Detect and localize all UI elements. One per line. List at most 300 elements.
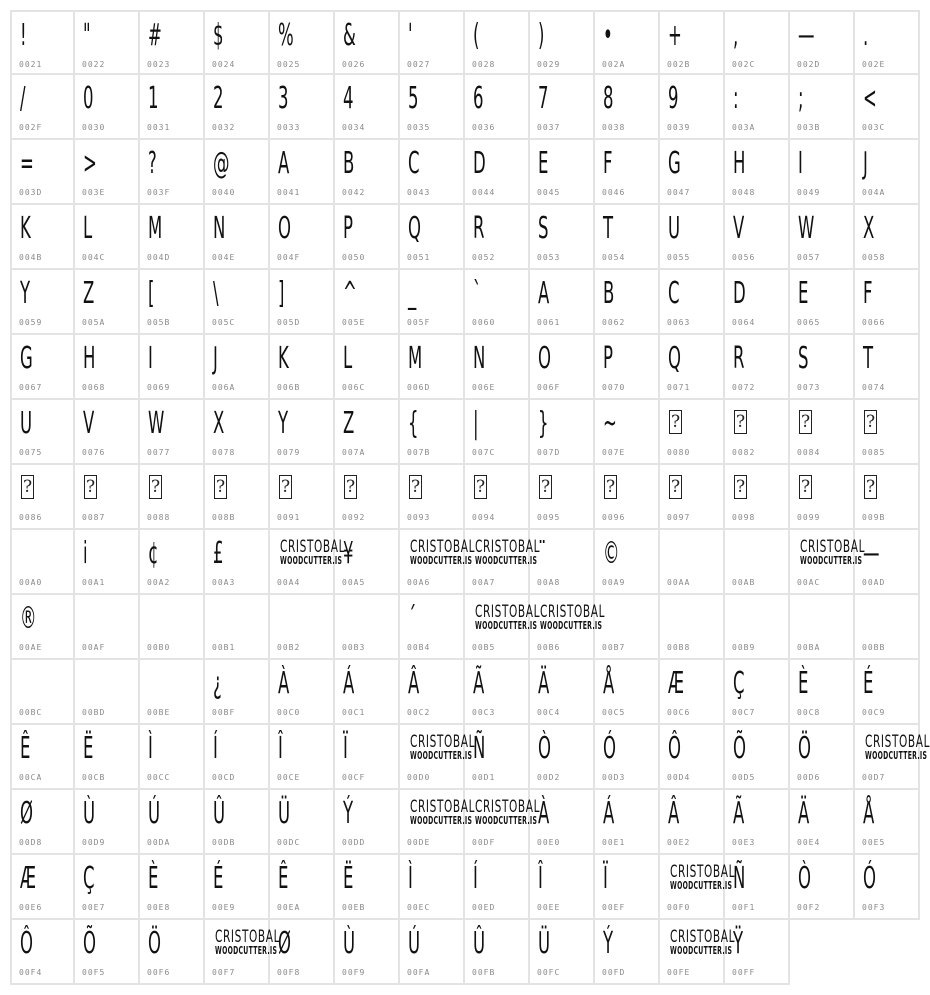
glyph-cell[interactable] [790, 790, 855, 855]
glyph-cell[interactable] [75, 725, 140, 790]
glyph-cell[interactable] [140, 335, 205, 400]
glyph-cell[interactable] [205, 400, 270, 465]
codepoint-label: 005B [147, 318, 171, 327]
glyph-cell[interactable] [790, 465, 855, 530]
glyph: \ [213, 276, 219, 311]
glyph-cell[interactable] [595, 10, 660, 75]
codepoint-label: 00CC [147, 773, 171, 782]
glyph-cell[interactable] [725, 855, 790, 920]
placeholder-line-1: CRISTOBAL [475, 537, 541, 557]
placeholder-line-2: WOODCUTTER.IS [670, 944, 733, 957]
glyph-cell[interactable] [140, 270, 205, 335]
glyph-cell[interactable] [530, 530, 595, 595]
glyph-cell[interactable] [465, 595, 541, 660]
glyph-cell[interactable] [140, 205, 205, 270]
glyph: Í [213, 731, 218, 766]
glyph-cell[interactable] [725, 595, 790, 660]
glyph-cell[interactable] [270, 140, 335, 205]
glyph-cell[interactable] [660, 530, 725, 595]
codepoint-label: 005C [212, 318, 236, 327]
glyph-cell[interactable] [75, 335, 140, 400]
glyph-cell[interactable] [855, 855, 920, 920]
glyph-cell[interactable] [400, 920, 465, 985]
glyph-cell[interactable] [855, 400, 920, 465]
glyph-cell[interactable] [75, 465, 140, 530]
glyph-cell[interactable] [335, 400, 400, 465]
codepoint-label: 00E6 [19, 903, 43, 912]
glyph: Q [408, 211, 421, 246]
placeholder-line-1: CRISTOBAL [215, 927, 281, 947]
glyph-cell[interactable] [140, 400, 205, 465]
glyph: 4 [343, 81, 354, 116]
codepoint-label: 00A6 [407, 578, 431, 587]
glyph-cell[interactable] [465, 10, 530, 75]
glyph: É [863, 666, 874, 701]
glyph-cell[interactable] [595, 660, 660, 725]
glyph-cell[interactable] [465, 660, 530, 725]
glyph-cell[interactable] [205, 920, 281, 985]
glyph-cell[interactable] [10, 725, 75, 790]
glyph-cell[interactable] [465, 920, 530, 985]
glyph-cell[interactable] [140, 595, 205, 660]
glyph-cell[interactable] [270, 205, 335, 270]
glyph-cell[interactable] [205, 855, 270, 920]
glyph-cell[interactable] [335, 335, 400, 400]
glyph-cell[interactable] [75, 920, 140, 985]
glyph-cell[interactable] [140, 10, 205, 75]
glyph-cell[interactable] [530, 140, 595, 205]
glyph-cell[interactable] [140, 855, 205, 920]
glyph-cell[interactable] [725, 400, 790, 465]
glyph-cell[interactable] [400, 335, 465, 400]
codepoint-label: 0040 [212, 188, 236, 197]
glyph-cell[interactable] [400, 530, 476, 595]
glyph-cell[interactable] [465, 855, 530, 920]
glyph-cell[interactable] [140, 790, 205, 855]
glyph-cell[interactable] [205, 530, 270, 595]
glyph-cell[interactable] [270, 335, 335, 400]
codepoint-label: 003C [862, 123, 886, 132]
glyph-cell[interactable] [465, 335, 530, 400]
glyph: Ü [278, 796, 291, 831]
glyph: Û [213, 796, 226, 831]
glyph: 0 [83, 81, 94, 116]
glyph-cell[interactable] [400, 205, 465, 270]
glyph-cell[interactable] [465, 140, 530, 205]
glyph-cell[interactable] [725, 75, 790, 140]
glyph: 1 [148, 81, 159, 116]
glyph-cell[interactable] [270, 400, 335, 465]
glyph-cell[interactable] [140, 660, 205, 725]
glyph: # [148, 18, 162, 53]
glyph-cell[interactable] [10, 140, 75, 205]
glyph-cell[interactable] [855, 75, 920, 140]
glyph-cell[interactable] [75, 530, 140, 595]
glyph: { [408, 406, 419, 441]
glyph-cell[interactable] [400, 855, 465, 920]
glyph-cell[interactable] [205, 595, 270, 660]
glyph-cell[interactable] [595, 725, 660, 790]
codepoint-label: 0056 [732, 253, 756, 262]
glyph-cell[interactable] [725, 270, 790, 335]
glyph-cell[interactable] [855, 595, 920, 660]
glyph-cell[interactable] [530, 205, 595, 270]
glyph-cell[interactable] [400, 400, 465, 465]
glyph-cell[interactable] [530, 465, 595, 530]
glyph-cell[interactable] [530, 400, 595, 465]
glyph-cell[interactable] [335, 530, 400, 595]
glyph-cell[interactable] [465, 790, 541, 855]
glyph-cell[interactable] [270, 790, 335, 855]
glyph-cell[interactable] [660, 465, 725, 530]
glyph-cell[interactable] [400, 140, 465, 205]
glyph-cell[interactable] [270, 270, 335, 335]
glyph-cell[interactable] [660, 140, 725, 205]
codepoint-label: 00A5 [342, 578, 366, 587]
glyph-cell[interactable] [855, 10, 920, 75]
codepoint-label: 00B9 [732, 643, 756, 652]
placeholder-line-1: CRISTOBAL [475, 602, 541, 622]
glyph: Ó [863, 861, 876, 896]
glyph-cell[interactable] [465, 725, 530, 790]
glyph-cell[interactable] [10, 335, 75, 400]
glyph-cell[interactable] [790, 530, 866, 595]
glyph-cell[interactable] [855, 660, 920, 725]
glyph-cell[interactable] [10, 855, 75, 920]
glyph-cell[interactable] [725, 725, 790, 790]
codepoint-label: 0087 [82, 513, 106, 522]
glyph-cell[interactable] [140, 465, 205, 530]
glyph-cell[interactable] [855, 790, 920, 855]
codepoint-label: 007C [472, 448, 496, 457]
glyph-cell[interactable] [595, 595, 660, 660]
glyph-cell[interactable] [790, 140, 855, 205]
glyph-cell[interactable] [725, 530, 790, 595]
glyph-cell[interactable] [205, 465, 270, 530]
glyph-cell[interactable] [465, 530, 541, 595]
glyph: Ì [408, 861, 413, 896]
glyph-cell[interactable] [335, 595, 400, 660]
codepoint-label: 00D8 [19, 838, 43, 847]
codepoint-label: 00ED [472, 903, 496, 912]
glyph-cell[interactable] [205, 725, 270, 790]
glyph-cell[interactable] [335, 140, 400, 205]
glyph-cell[interactable] [400, 660, 465, 725]
glyph-cell[interactable] [270, 530, 346, 595]
glyph-cell[interactable] [660, 10, 725, 75]
glyph-cell[interactable] [595, 790, 660, 855]
glyph-cell[interactable] [790, 10, 855, 75]
glyph-cell[interactable] [10, 595, 75, 660]
glyph-cell[interactable] [10, 660, 75, 725]
glyph-cell[interactable] [205, 140, 270, 205]
missing-glyph-icon: ? [800, 412, 811, 432]
glyph-cell[interactable] [10, 530, 75, 595]
glyph-cell[interactable] [530, 10, 595, 75]
missing-glyph-icon: ? [280, 477, 291, 497]
codepoint-label: 009B [862, 513, 886, 522]
glyph-cell[interactable] [530, 270, 595, 335]
glyph-cell[interactable] [270, 10, 335, 75]
glyph-cell[interactable] [595, 140, 660, 205]
glyph: È [148, 861, 159, 896]
glyph-cell[interactable] [595, 855, 660, 920]
glyph: D [473, 146, 486, 181]
codepoint-label: 0025 [277, 60, 301, 69]
glyph-cell[interactable] [465, 400, 530, 465]
glyph-cell[interactable] [335, 10, 400, 75]
glyph-cell[interactable] [75, 205, 140, 270]
glyph-cell[interactable] [530, 790, 595, 855]
glyph-cell[interactable] [335, 855, 400, 920]
glyph-cell[interactable] [335, 725, 400, 790]
glyph: Y [20, 276, 31, 311]
glyph: % [278, 18, 294, 53]
glyph-cell[interactable] [335, 270, 400, 335]
glyph-cell[interactable] [595, 920, 660, 985]
glyph-cell[interactable] [75, 790, 140, 855]
glyph-cell[interactable] [75, 660, 140, 725]
codepoint-label: 0064 [732, 318, 756, 327]
glyph-cell[interactable] [140, 920, 205, 985]
glyph: Û [473, 926, 486, 961]
glyph: ¥ [343, 536, 354, 571]
glyph-cell[interactable] [465, 205, 530, 270]
glyph-cell[interactable] [595, 205, 660, 270]
glyph-cell[interactable] [140, 530, 205, 595]
glyph-cell[interactable] [270, 920, 335, 985]
codepoint-label: 0043 [407, 188, 431, 197]
glyph-cell[interactable] [75, 140, 140, 205]
glyph-cell[interactable] [725, 10, 790, 75]
glyph-cell[interactable] [660, 335, 725, 400]
glyph: W [148, 406, 165, 441]
glyph-cell[interactable] [400, 465, 465, 530]
glyph-cell[interactable] [855, 140, 920, 205]
codepoint-label: 002C [732, 60, 756, 69]
character-map-grid [10, 10, 930, 985]
glyph-cell[interactable] [725, 660, 790, 725]
glyph-cell[interactable] [205, 205, 270, 270]
glyph-cell[interactable] [10, 75, 75, 140]
codepoint-label: 0030 [82, 123, 106, 132]
glyph-cell[interactable] [725, 140, 790, 205]
placeholder-line-1: CRISTOBAL [540, 602, 606, 622]
placeholder-line-2: WOODCUTTER.IS [280, 554, 343, 567]
glyph-cell[interactable] [595, 465, 660, 530]
codepoint-label: 00B5 [472, 643, 496, 652]
glyph: I [148, 341, 153, 376]
glyph-cell[interactable] [855, 270, 920, 335]
glyph-cell[interactable] [725, 920, 790, 985]
glyph-cell[interactable] [270, 855, 335, 920]
glyph-cell[interactable] [725, 335, 790, 400]
glyph-cell[interactable] [75, 75, 140, 140]
glyph-cell[interactable] [205, 790, 270, 855]
glyph-cell[interactable] [790, 595, 855, 660]
glyph-cell[interactable] [400, 10, 465, 75]
glyph: ´ [408, 601, 417, 636]
glyph: Ó [603, 731, 616, 766]
missing-glyph-icon: ? [475, 477, 486, 497]
glyph: Ë [343, 861, 354, 896]
glyph-cell[interactable] [75, 855, 140, 920]
codepoint-label: 006B [277, 383, 301, 392]
glyph-cell[interactable] [10, 920, 75, 985]
codepoint-label: 0042 [342, 188, 366, 197]
glyph-cell[interactable] [660, 595, 725, 660]
missing-glyph-icon: ? [605, 477, 616, 497]
glyph-cell[interactable] [400, 270, 465, 335]
glyph-cell[interactable] [595, 75, 660, 140]
glyph-cell[interactable] [595, 335, 660, 400]
glyph-cell[interactable] [660, 400, 725, 465]
glyph: ; [798, 81, 804, 116]
glyph-cell[interactable] [140, 75, 205, 140]
glyph-cell[interactable] [335, 660, 400, 725]
codepoint-label: 00C5 [602, 708, 626, 717]
glyph-cell[interactable] [465, 75, 530, 140]
glyph-cell[interactable] [75, 10, 140, 75]
glyph-cell[interactable] [790, 855, 855, 920]
codepoint-label: 0034 [342, 123, 366, 132]
glyph-cell[interactable] [790, 335, 855, 400]
glyph-cell[interactable] [595, 270, 660, 335]
codepoint-label: 0088 [147, 513, 171, 522]
glyph-cell[interactable] [270, 465, 335, 530]
codepoint-label: 004B [19, 253, 43, 262]
glyph-cell[interactable] [10, 10, 75, 75]
glyph-cell[interactable] [790, 75, 855, 140]
glyph-cell[interactable] [465, 465, 530, 530]
glyph: Ã [473, 666, 485, 701]
glyph-cell[interactable] [790, 400, 855, 465]
glyph-cell[interactable] [790, 725, 855, 790]
glyph-cell[interactable] [400, 725, 476, 790]
codepoint-label: 0028 [472, 60, 496, 69]
codepoint-label: 00E5 [862, 838, 886, 847]
glyph-cell[interactable] [270, 725, 335, 790]
glyph-cell[interactable] [595, 530, 660, 595]
glyph-cell[interactable] [140, 140, 205, 205]
glyph-cell[interactable] [855, 205, 920, 270]
codepoint-label: 0084 [797, 448, 821, 457]
glyph-cell[interactable] [530, 660, 595, 725]
glyph-cell[interactable] [10, 205, 75, 270]
glyph-cell[interactable] [270, 75, 335, 140]
glyph-cell[interactable] [140, 725, 205, 790]
glyph-cell[interactable] [205, 10, 270, 75]
codepoint-label: 00EF [602, 903, 626, 912]
glyph: 9 [668, 81, 679, 116]
glyph-cell[interactable] [530, 595, 606, 660]
glyph-cell[interactable] [660, 75, 725, 140]
glyph-cell[interactable] [335, 465, 400, 530]
glyph-cell[interactable] [335, 920, 400, 985]
glyph: Ü [538, 926, 551, 961]
glyph-cell[interactable] [855, 335, 920, 400]
glyph-cell[interactable] [205, 335, 270, 400]
missing-glyph-icon: ? [85, 477, 96, 497]
glyph-cell[interactable] [205, 270, 270, 335]
glyph: E [538, 146, 549, 181]
glyph-cell[interactable] [530, 725, 595, 790]
codepoint-label: 005E [342, 318, 366, 327]
glyph-cell[interactable] [725, 790, 790, 855]
glyph-cell[interactable] [855, 725, 930, 790]
glyph-cell[interactable] [465, 270, 530, 335]
glyph-cell[interactable] [400, 75, 465, 140]
glyph: Ý [603, 926, 614, 961]
glyph-cell[interactable] [660, 725, 725, 790]
glyph-cell[interactable] [530, 920, 595, 985]
glyph: E [798, 276, 809, 311]
glyph-cell[interactable] [790, 660, 855, 725]
codepoint-label: 007E [602, 448, 626, 457]
glyph-cell[interactable] [530, 855, 595, 920]
glyph-cell[interactable] [10, 400, 75, 465]
codepoint-label: 00CF [342, 773, 366, 782]
glyph-cell[interactable] [725, 465, 790, 530]
glyph-cell[interactable] [660, 205, 725, 270]
codepoint-label: 005A [82, 318, 106, 327]
glyph-cell[interactable] [270, 595, 335, 660]
glyph-cell[interactable] [660, 855, 736, 920]
glyph-cell[interactable] [790, 270, 855, 335]
glyph: J [213, 341, 218, 376]
placeholder-line-1: CRISTOBAL [280, 537, 346, 557]
glyph-cell[interactable] [205, 660, 270, 725]
glyph: @ [213, 146, 230, 181]
codepoint-label: 0093 [407, 513, 431, 522]
glyph-cell[interactable] [335, 790, 400, 855]
glyph-cell[interactable] [660, 790, 725, 855]
glyph-cell[interactable] [75, 595, 140, 660]
glyph-cell[interactable] [10, 465, 75, 530]
glyph-cell[interactable] [660, 270, 725, 335]
glyph-cell[interactable] [75, 270, 140, 335]
codepoint-label: 0027 [407, 60, 431, 69]
codepoint-label: 0070 [602, 383, 626, 392]
glyph-cell[interactable] [205, 75, 270, 140]
glyph-cell[interactable] [660, 920, 736, 985]
glyph: W [798, 211, 815, 246]
glyph-cell[interactable] [790, 205, 855, 270]
glyph-cell[interactable] [400, 595, 465, 660]
glyph-cell[interactable] [660, 660, 725, 725]
codepoint-label: 0095 [537, 513, 561, 522]
glyph: Ô [20, 926, 33, 961]
codepoint-label: 00AC [797, 578, 821, 587]
glyph-cell[interactable] [855, 530, 920, 595]
glyph-cell[interactable] [530, 75, 595, 140]
glyph-cell[interactable] [725, 205, 790, 270]
glyph-cell[interactable] [595, 400, 660, 465]
glyph: , [733, 18, 739, 53]
glyph-cell[interactable] [10, 790, 75, 855]
missing-glyph-icon: ? [345, 477, 356, 497]
glyph-cell[interactable] [335, 75, 400, 140]
glyph-cell[interactable] [10, 270, 75, 335]
glyph-cell[interactable] [75, 400, 140, 465]
glyph-cell[interactable] [400, 790, 476, 855]
glyph-cell[interactable] [270, 660, 335, 725]
glyph-cell[interactable] [335, 205, 400, 270]
glyph-cell[interactable] [855, 465, 920, 530]
codepoint-label: 00D2 [537, 773, 561, 782]
codepoint-label: 0072 [732, 383, 756, 392]
glyph-cell[interactable] [530, 335, 595, 400]
